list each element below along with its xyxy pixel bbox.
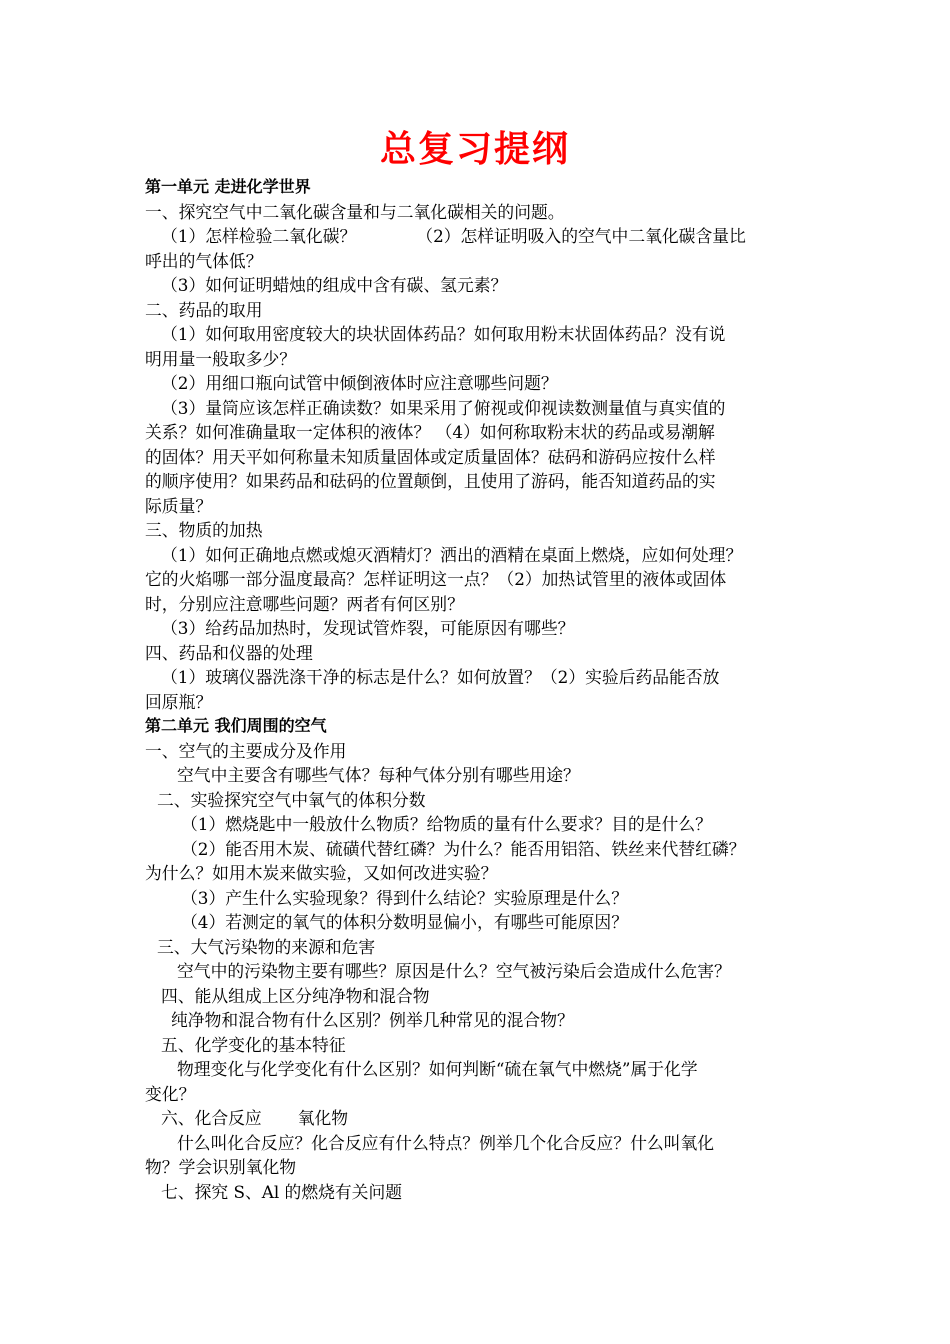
question-line: 物理变化与化学变化有什么区别？如何判断“硫在氧气中燃烧”属于化学 — [177, 1059, 698, 1079]
question-line: （4）若测定的氧气的体积分数明显偏小，有哪些可能原因？ — [181, 912, 628, 932]
question-line: （3）产生什么实验现象？得到什么结论？实验原理是什么？ — [181, 887, 628, 908]
section-heading: 三、物质的加热 — [145, 520, 263, 540]
question-line: （1）如何取用密度较大的块状固体药品？如何取用粉末状固体药品？没有说 — [161, 324, 726, 344]
question-line: （2）能否用木炭、硫磺代替红磷？为什么？能否用铝箔、铁丝来代替红磷？ — [181, 838, 746, 859]
section-heading: 一、探究空气中二氧化碳含量和与二氧化碳相关的问题。 — [145, 201, 565, 222]
question-line: 为什么？如用木炭来做实验，又如何改进实验？ — [145, 863, 498, 883]
question-line: 什么叫化合反应？化合反应有什么特点？例举几个化合反应？什么叫氧化 — [177, 1132, 715, 1153]
section-heading: 七、探究 S、Al 的燃烧有关问题 — [161, 1181, 403, 1202]
question-text: （1）怎样检验二氧化碳？ — [161, 226, 357, 246]
question-line: 空气中的污染物主要有哪些？原因是什么？空气被污染后会造成什么危害？ — [177, 961, 731, 981]
question-line: 际质量？ — [145, 495, 213, 516]
question-line: 回原瓶？ — [145, 691, 213, 712]
section-heading: 四、药品和仪器的处理 — [145, 642, 313, 663]
question-line: （3）如何证明蜡烛的组成中含有碳、氢元素？ — [161, 275, 508, 295]
section-heading: 二、药品的取用 — [145, 299, 263, 320]
question-line: 纯净物和混合物有什么区别？例举几种常见的混合物？ — [171, 1010, 574, 1030]
question-line: 物？学会识别氧化物 — [145, 1157, 297, 1177]
question-line: （3）量筒应该怎样正确读数？如果采用了俯视或仰视读数测量值与真实值的 — [161, 397, 726, 418]
section-heading: 三、大气污染物的来源和危害 — [157, 936, 376, 957]
question-line: 明用量一般取多少？ — [145, 348, 297, 369]
unit-2-heading: 第二单元 我们周围的空气 — [145, 716, 327, 735]
page-title: 总复习提纲 — [379, 129, 570, 170]
question-line: （1）如何正确地点燃或熄灭酒精灯？洒出的酒精在桌面上燃烧，应如何处理？ — [161, 544, 743, 565]
question-line: 空气中主要含有哪些气体？每种气体分别有哪些用途？ — [177, 765, 580, 785]
section-heading-text: 氧化物 — [297, 1108, 349, 1128]
question-line: 的固体？用天平如何称量未知质量固体或定质量固体？砝码和游码应按什么样 — [145, 446, 716, 467]
question-line: （3）给药品加热时，发现试管炸裂，可能原因有哪些？ — [161, 618, 575, 638]
question-text: （2）怎样证明吸入的空气中二氧化碳含量比 — [416, 226, 746, 246]
section-heading-text: 六、化合反应 — [161, 1108, 262, 1128]
unit-1-heading: 第一单元 走进化学世界 — [145, 177, 311, 196]
question-line: （1）燃烧匙中一般放什么物质？给物质的量有什么要求？目的是什么？ — [181, 814, 712, 834]
section-heading: 四、能从组成上区分纯净物和混合物 — [161, 985, 430, 1006]
section-heading — [145, 1106, 815, 1131]
question-line: 的顺序使用？如果药品和砝码的位置颠倒，且使用了游码，能否知道药品的实 — [145, 471, 716, 491]
question-line: 它的火焰哪一部分温度最高？怎样证明这一点？（2）加热试管里的液体或固体 — [145, 569, 727, 589]
question-line: （1）玻璃仪器洗涤干净的标志是什么？如何放置？（2）实验后药品能否放 — [161, 667, 720, 687]
question-line: 关系？如何准确量取一定体积的液体？ （4）如何称取粉末状的药品或易潮解 — [145, 422, 715, 442]
section-heading: 五、化学变化的基本特征 — [161, 1034, 346, 1055]
outline-body — [145, 175, 815, 1204]
question-line: 变化？ — [145, 1083, 196, 1104]
section-heading: 二、实验探究空气中氧气的体积分数 — [157, 789, 426, 810]
question-line: 时，分别应注意哪些问题？两者有何区别？ — [145, 593, 464, 614]
question-line — [145, 224, 815, 249]
question-line: （2）用细口瓶向试管中倾倒液体时应注意哪些问题？ — [161, 373, 558, 393]
section-heading: 一、空气的主要成分及作用 — [145, 740, 347, 761]
question-line: 呼出的气体低？ — [145, 250, 263, 271]
